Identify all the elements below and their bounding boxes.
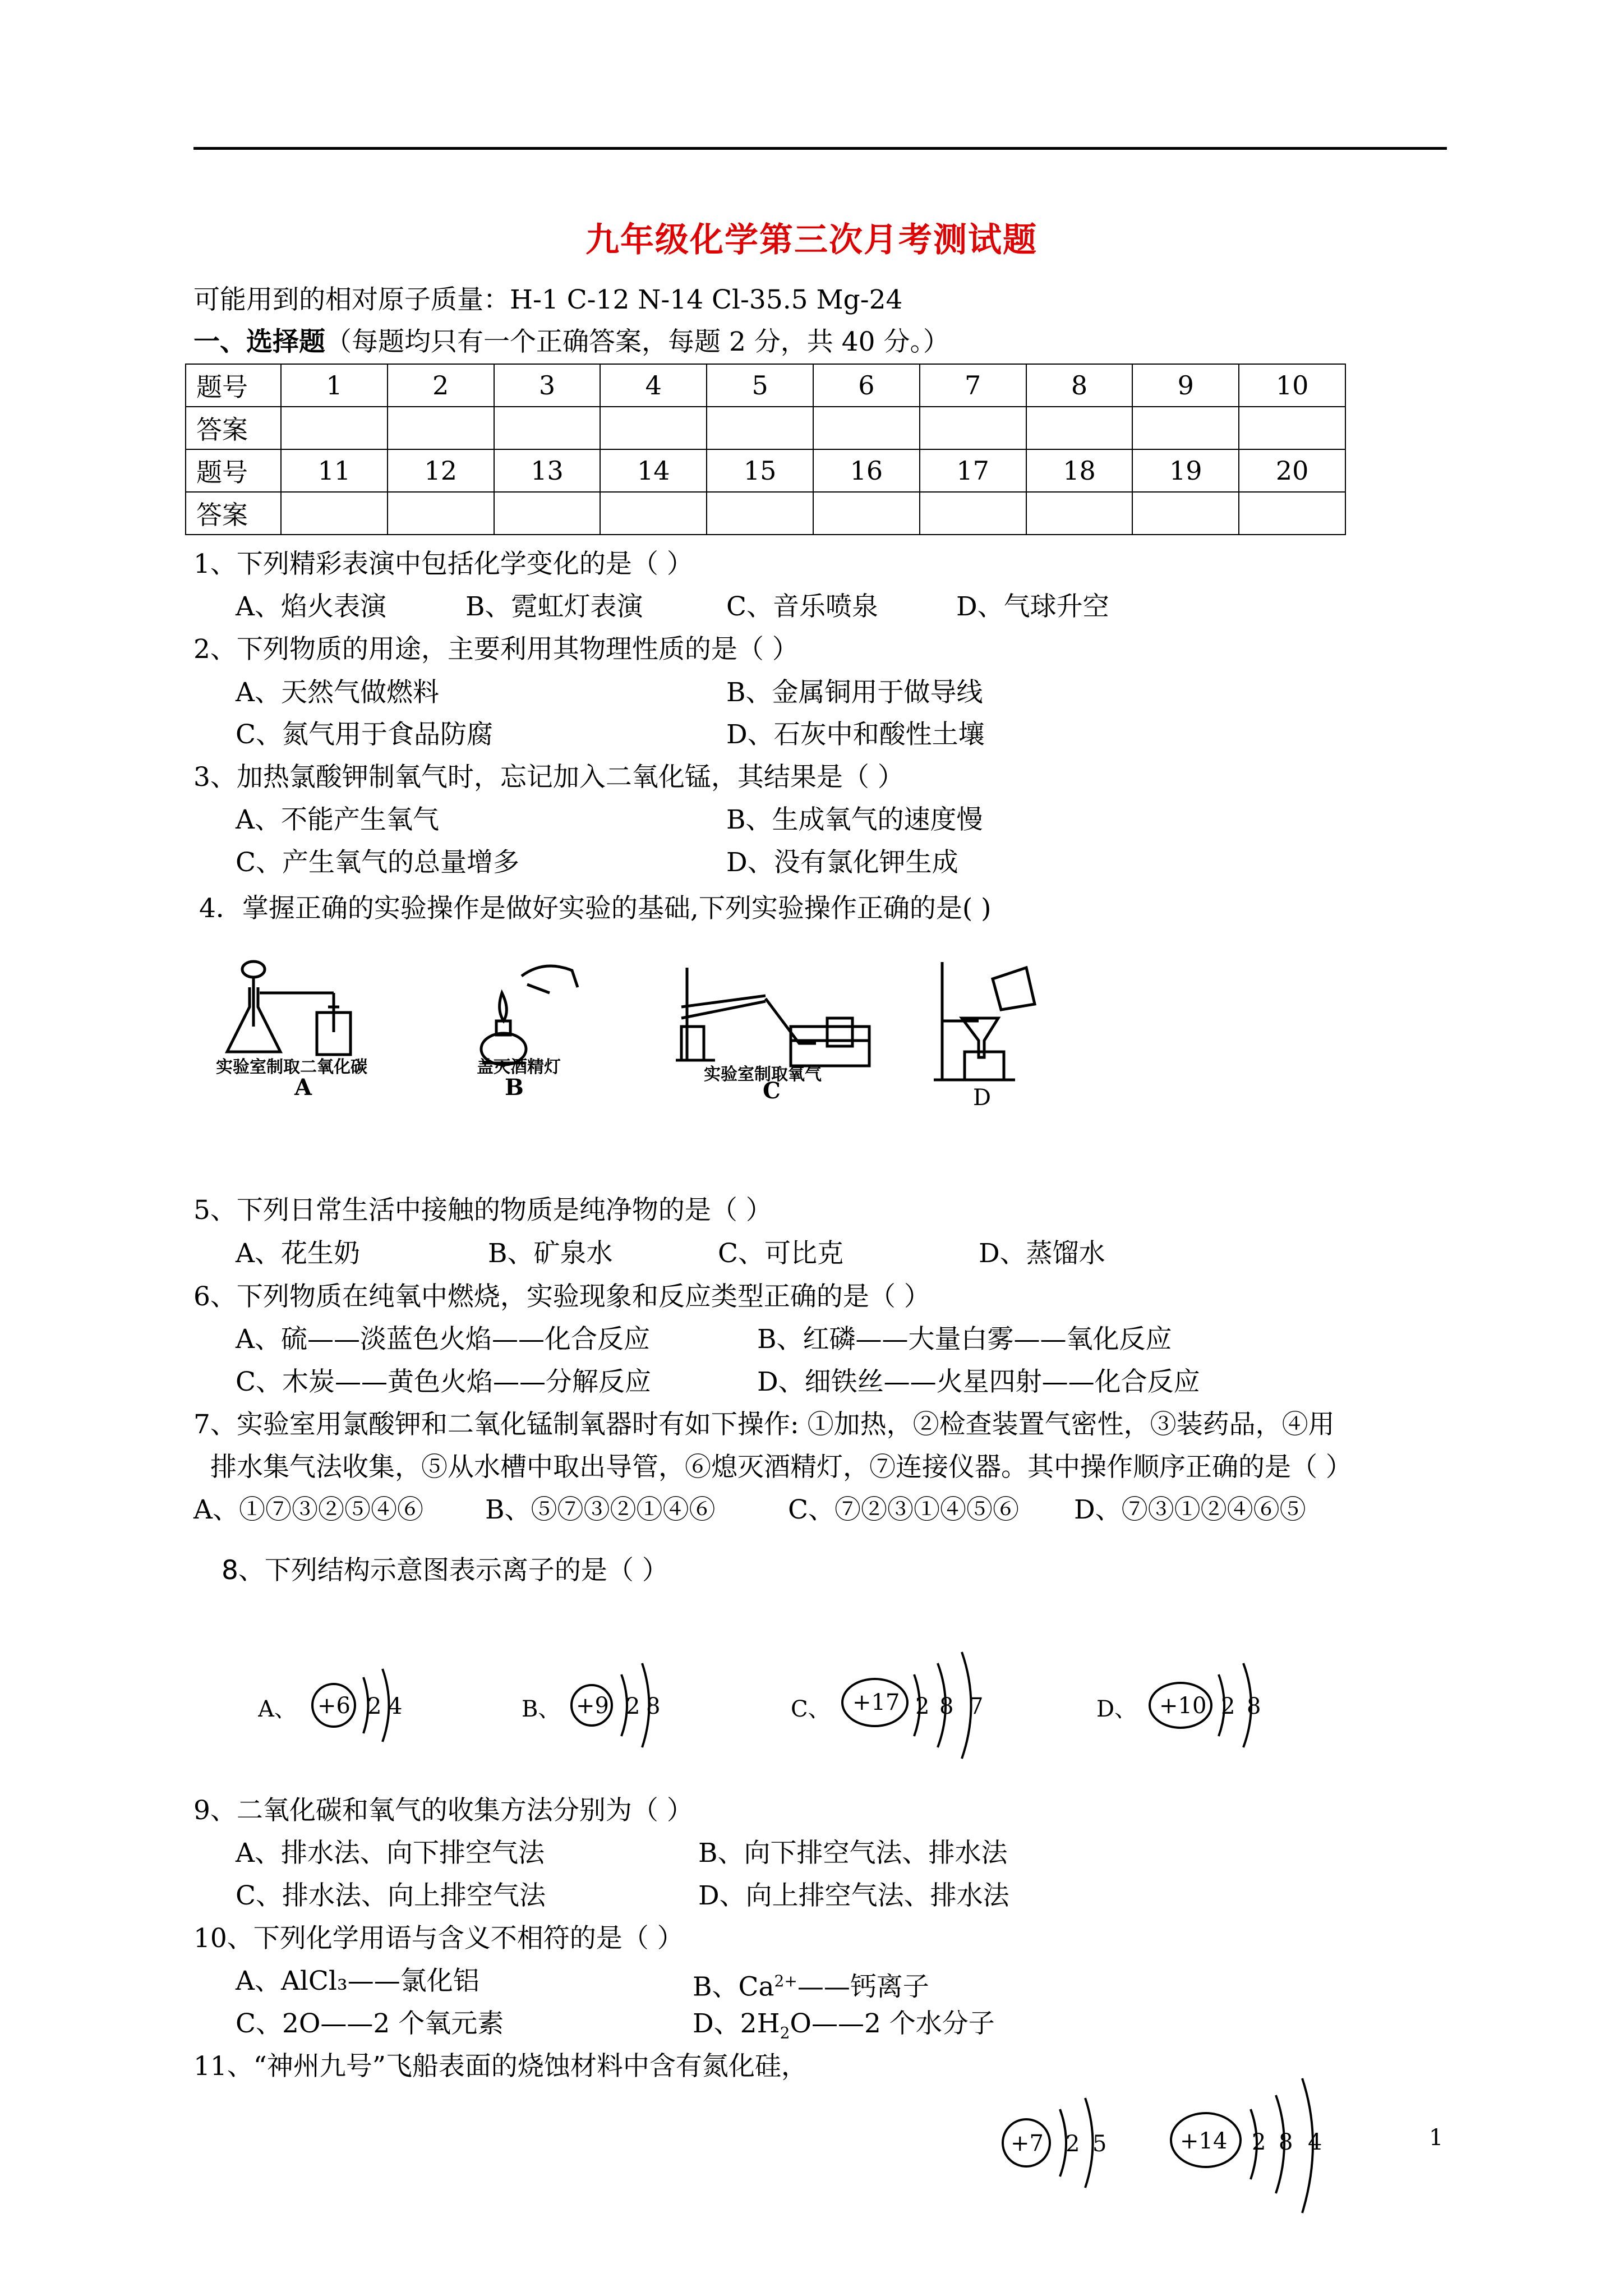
question-number: 10 — [1239, 364, 1345, 407]
q7-option-c: C、⑦②③①④⑤⑥ — [788, 1494, 1019, 1525]
fig-b-caption: 盖灭酒精灯 — [477, 1057, 561, 1077]
question-number: 20 — [1239, 449, 1345, 492]
table-row — [186, 492, 1345, 535]
question-number: 9 — [1132, 364, 1239, 407]
question-10-stem: 10、下列化学用语与含义不相符的是（ ） — [193, 1923, 684, 1954]
q2-option-a: A、天然气做燃料 — [236, 677, 439, 708]
q8-nucleus-d: +10 — [1159, 1693, 1207, 1719]
fig-d-letter: D — [973, 1085, 992, 1108]
q3-option-d: D、没有氯化钾生成 — [726, 847, 958, 878]
question-7-stem-line1: 7、实验室用氯酸钾和二氧化锰制氧器时有如下操作: ①加热，②检查装置气密性，③装药品，④用 — [193, 1409, 1335, 1440]
question-number: 3 — [494, 364, 601, 407]
fig-a-caption: 实验室制取二氧化碳 — [216, 1057, 367, 1077]
q8-shell-d2: 8 — [1247, 1694, 1261, 1719]
answer-cell[interactable] — [1026, 407, 1133, 449]
question-number: 4 — [600, 364, 707, 407]
table-row — [186, 364, 1345, 407]
answer-cell[interactable] — [388, 492, 494, 535]
q6-option-a: A、硫——淡蓝色火焰——化合反应 — [236, 1324, 650, 1355]
q1-option-d: D、气球升空 — [956, 591, 1109, 622]
q1-option-c: C、音乐喷泉 — [726, 591, 878, 622]
q9-option-b: B、向下排空气法、排水法 — [698, 1838, 1008, 1869]
q10-option-d — [693, 2007, 995, 2050]
question-number: 15 — [707, 449, 813, 492]
question-8-stem: 8、下列结构示意图表示离子的是（ ） — [222, 1555, 668, 1586]
q5-option-d: D、蒸馏水 — [979, 1238, 1105, 1269]
q8-shell-c2: 8 — [939, 1694, 954, 1719]
row-label: 题号 — [186, 449, 281, 492]
q1-option-b: B、霓虹灯表演 — [465, 591, 643, 622]
atom-diagram-c — [791, 1644, 1004, 1761]
answer-cell[interactable] — [1132, 492, 1239, 535]
section-title: 一、选择题 — [193, 326, 325, 357]
q11-shell-2b: 8 — [1279, 2129, 1293, 2155]
answer-table — [185, 364, 1346, 535]
answer-cell[interactable] — [920, 492, 1026, 535]
question-number: 19 — [1132, 449, 1239, 492]
q8-shell-c1: 2 — [915, 1694, 930, 1719]
page-title: 九年级化学第三次月考测试题 — [585, 220, 1038, 260]
q7-option-a: A、①⑦③②⑤④⑥ — [193, 1494, 423, 1525]
q8-nucleus-a: +6 — [317, 1693, 351, 1719]
atom-diagram-b — [522, 1649, 690, 1761]
question-number: 5 — [707, 364, 813, 407]
q10-option-d-subscript: 2 — [780, 2023, 790, 2042]
question-1-stem: 1、下列精彩表演中包括化学变化的是（ ） — [193, 549, 693, 579]
q8-shell-b2: 8 — [646, 1694, 661, 1719]
answer-cell[interactable] — [281, 492, 388, 535]
apparatus-figure-a — [216, 954, 401, 1099]
question-number: 17 — [920, 449, 1026, 492]
row-label: 题号 — [186, 364, 281, 407]
question-2-stem: 2、下列物质的用途，主要利用其物理性质的是（ ） — [193, 634, 799, 665]
question-5-stem: 5、下列日常生活中接触的物质是纯净物的是（ ） — [193, 1195, 772, 1226]
question-11-stem: 11、“神州九号”飞船表面的烧蚀材料中含有氮化硅， — [193, 2051, 808, 2082]
q10-option-b-pre: B、Ca — [693, 1971, 774, 2003]
q9-option-d: D、向上排空气法、排水法 — [698, 1880, 1009, 1911]
q8-shell-a1: 2 — [367, 1694, 382, 1719]
q6-option-c: C、木炭——黄色火焰——分解反应 — [236, 1366, 651, 1397]
apparatus-figure-d — [931, 962, 1060, 1108]
q8-shell-c3: 7 — [969, 1694, 984, 1719]
fig-b-letter: B — [505, 1074, 524, 1099]
fig-c-caption: 实验室制取氧气 — [704, 1065, 822, 1084]
q8-shell-d1: 2 — [1221, 1694, 1235, 1719]
q11-nucleus-1: +7 — [1011, 2131, 1044, 2156]
answer-cell[interactable] — [1239, 492, 1345, 535]
answer-cell[interactable] — [388, 407, 494, 449]
q8-label-b: B、 — [522, 1696, 561, 1722]
answer-cell[interactable] — [1239, 407, 1345, 449]
atom-diagram-a — [258, 1649, 426, 1761]
header-rule — [193, 147, 1447, 150]
question-6-stem: 6、下列物质在纯氧中燃烧，实验现象和反应类型正确的是（ ） — [193, 1281, 930, 1312]
question-9-stem: 9、二氧化碳和氧气的收集方法分别为（ ） — [193, 1795, 693, 1826]
q10-option-d-pre: D、2H — [693, 2008, 780, 2039]
answer-cell[interactable] — [281, 407, 388, 449]
q7-option-d: D、⑦③①②④⑥⑤ — [1074, 1494, 1306, 1525]
apparatus-figure-c — [670, 965, 883, 1099]
q11-shell-1a: 2 — [1066, 2131, 1080, 2157]
answer-cell[interactable] — [494, 492, 601, 535]
answer-cell[interactable] — [707, 407, 813, 449]
q11-shell-1b: 5 — [1092, 2131, 1107, 2157]
question-4-stem: 4．掌握正确的实验操作是做好实验的基础,下列实验操作正确的是( ) — [199, 893, 992, 924]
question-number: 14 — [600, 449, 707, 492]
answer-cell[interactable] — [813, 407, 920, 449]
section-heading — [193, 325, 949, 359]
q6-option-d: D、细铁丝——火星四射——化合反应 — [757, 1366, 1200, 1397]
q3-option-b: B、生成氧气的速度慢 — [726, 804, 983, 835]
q5-option-a: A、花生奶 — [236, 1238, 360, 1269]
question-number: 12 — [388, 449, 494, 492]
q10-option-b-post: ——钙离子 — [797, 1971, 929, 2003]
question-3-stem: 3、加热氯酸钾制氧气时，忘记加入二氧化锰，其结果是（ ） — [193, 762, 904, 793]
answer-cell[interactable] — [600, 407, 707, 449]
question-number: 18 — [1026, 449, 1133, 492]
q5-option-c: C、可比克 — [718, 1238, 843, 1269]
answer-cell[interactable] — [920, 407, 1026, 449]
q8-label-d: D、 — [1096, 1696, 1137, 1722]
q7-option-b: B、⑤⑦③②①④⑥ — [485, 1494, 716, 1525]
q1-option-a: A、焰火表演 — [236, 591, 386, 622]
question-number: 11 — [281, 449, 388, 492]
table-row — [186, 449, 1345, 492]
question-number: 6 — [813, 364, 920, 407]
question-number: 2 — [388, 364, 494, 407]
answer-cell[interactable] — [494, 407, 601, 449]
q6-option-b: B、红磷——大量白雾——氧化反应 — [757, 1324, 1172, 1355]
q8-shell-a2: 4 — [388, 1694, 403, 1719]
atom-diagram-d — [1096, 1649, 1281, 1761]
q8-nucleus-b: +9 — [576, 1693, 609, 1719]
question-number: 16 — [813, 449, 920, 492]
q8-nucleus-c: +17 — [852, 1690, 900, 1715]
answer-cell[interactable] — [1026, 492, 1133, 535]
apparatus-figure-b — [465, 954, 611, 1099]
q5-option-b: B、矿泉水 — [488, 1238, 613, 1269]
q11-nucleus-2: +14 — [1180, 2128, 1228, 2154]
q9-option-c: C、排水法、向上排空气法 — [236, 1880, 546, 1911]
q8-label-c: C、 — [791, 1696, 831, 1722]
answer-cell[interactable] — [1132, 407, 1239, 449]
answer-cell[interactable] — [707, 492, 813, 535]
q10-option-a: A、AlCl₃——氯化铝 — [236, 1966, 479, 1996]
q3-option-a: A、不能产生氧气 — [236, 804, 439, 835]
fig-a-letter: A — [294, 1074, 312, 1099]
q2-option-c: C、氮气用于食品防腐 — [236, 719, 493, 750]
question-number: 13 — [494, 449, 601, 492]
q10-option-b-charge: 2+ — [774, 1972, 797, 1990]
row-label: 答案 — [186, 492, 281, 535]
q2-option-d: D、石灰中和酸性土壤 — [726, 719, 985, 750]
answer-cell[interactable] — [813, 492, 920, 535]
q10-option-d-post: O——2 个水分子 — [790, 2008, 995, 2039]
fig-c-letter: C — [763, 1078, 781, 1099]
q10-option-b — [693, 1964, 929, 2004]
atom-diagram-n — [987, 2087, 1144, 2205]
q8-label-a: A、 — [258, 1696, 297, 1722]
atomic-mass-line: 可能用到的相对原子质量：H-1 C-12 N-14 Cl-35.5 Mg-24 — [193, 284, 903, 315]
page-number: 1 — [1429, 2125, 1444, 2151]
q8-shell-b1: 2 — [626, 1694, 640, 1719]
table-row — [186, 407, 1345, 449]
question-7-stem-line2: 排水集气法收集，⑤从水槽中取出导管，⑥熄灭酒精灯，⑦连接仪器。其中操作顺序正确的是（ ） — [210, 1452, 1352, 1483]
q11-shell-2a: 2 — [1252, 2129, 1266, 2155]
q9-option-a: A、排水法、向下排空气法 — [236, 1838, 545, 1869]
question-number: 1 — [281, 364, 388, 407]
question-number: 7 — [920, 364, 1026, 407]
q2-option-b: B、金属铜用于做导线 — [726, 677, 983, 708]
q10-option-c: C、2O——2 个氧元素 — [236, 2008, 504, 2039]
q3-option-c: C、产生氧气的总量增多 — [236, 847, 519, 878]
q11-shell-2c: 4 — [1308, 2129, 1322, 2155]
answer-cell[interactable] — [600, 492, 707, 535]
row-label: 答案 — [186, 407, 281, 449]
atom-diagram-si — [1161, 2070, 1363, 2221]
question-number: 8 — [1026, 364, 1133, 407]
section-note: （每题均只有一个正确答案，每题 2 分，共 40 分。） — [325, 326, 949, 357]
